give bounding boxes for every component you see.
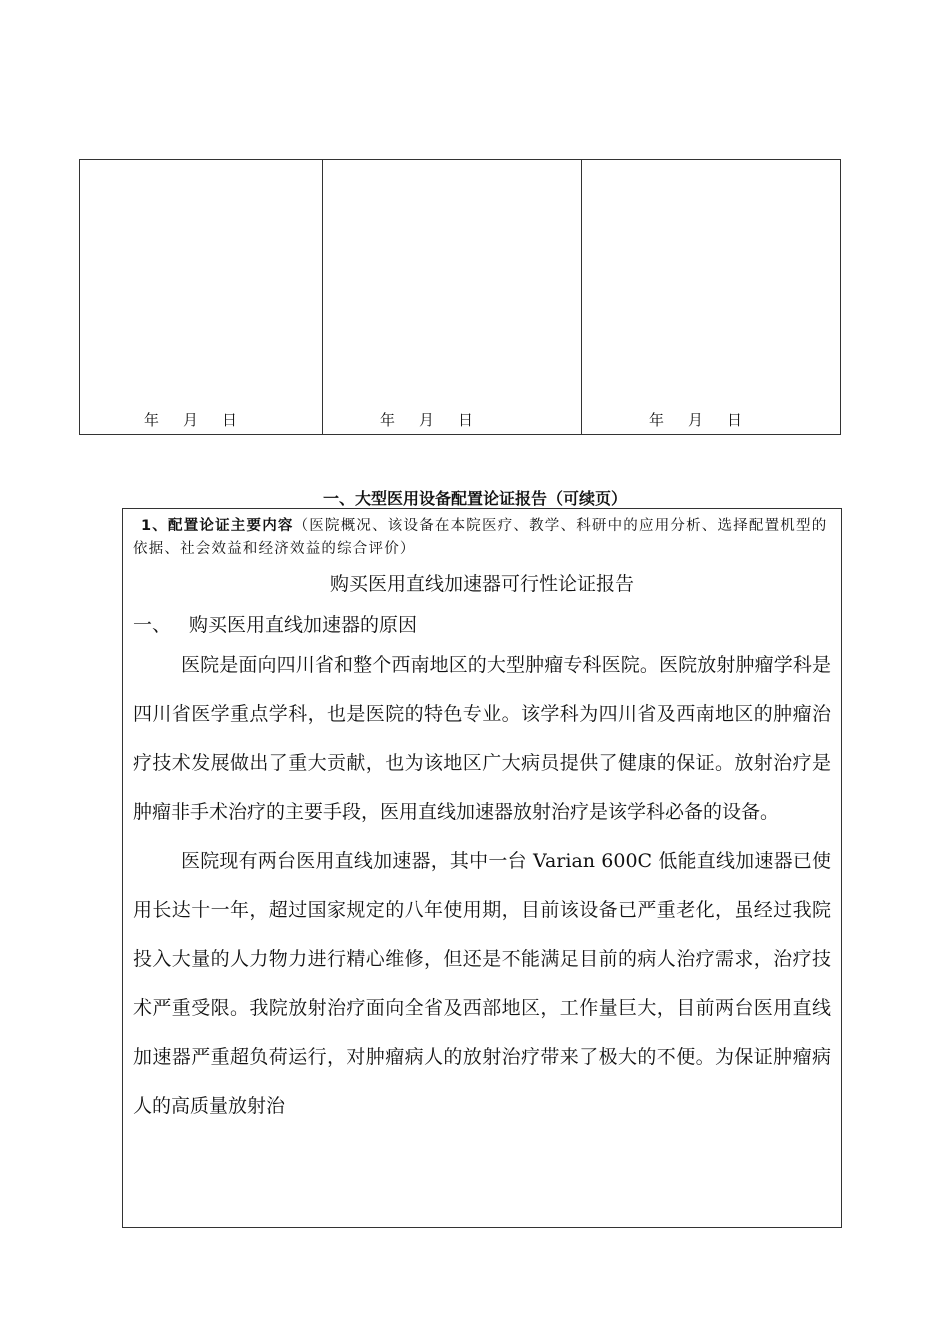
day-label: 日 <box>458 411 474 429</box>
signature-cell-2 <box>323 160 582 435</box>
section-title: 购买医用直线加速器的原因 <box>189 614 418 636</box>
section-title-line <box>133 611 831 639</box>
item-note: （医院概况、该设备在本院医疗、教学、科研中的应用分析、选择配置机型的依据、社会效益和经济效益的综合评价） <box>133 518 828 557</box>
section-heading: 一、大型医用设备配置论证报告（可续页） <box>322 489 627 508</box>
month-label: 月 <box>419 411 435 429</box>
date-line <box>380 409 497 430</box>
day-label: 日 <box>222 411 238 429</box>
signature-table <box>79 159 841 435</box>
date-line <box>144 409 261 430</box>
report-title: 购买医用直线加速器可行性论证报告 <box>329 573 634 595</box>
section-number: 一、 <box>133 614 172 636</box>
paragraph: 医院是面向四川省和整个西南地区的大型肿瘤专科医院。医院放射肿瘤学科是四川省医学重点学科，也是医院的特色专业。该学科为四川省及西南地区的肿瘤治疗技术发展做出了重大贡献，也为该地区广大病员提供了健康的保证。放射治疗是肿瘤非手术治疗的主要手段，医用直线加速器放射治疗是该学科必备的设备。 <box>133 654 831 823</box>
signature-cell-1 <box>80 160 323 435</box>
paragraph: 医院现有两台医用直线加速器，其中一台 Varian 600C 低能直线加速器已使用长达十一年，超过国家规定的八年使用期，目前该设备已严重老化，虽经过我院投入大量的人力物力进行精心维修，但还是不能满足目前的病人治疗需求，治疗技术严重受限。我院放射治疗面向全省及西部地区，工作量巨大，目前两台医用直线加速器严重超负荷运行，对肿瘤病人的放射治疗带来了极大的不便。为保证肿瘤病人的高质量放射治 <box>133 850 831 1117</box>
item-label: 1、配置论证主要内容 <box>141 518 294 534</box>
year-label: 年 <box>144 411 160 429</box>
year-label: 年 <box>649 411 665 429</box>
year-label: 年 <box>380 411 396 429</box>
month-label: 月 <box>183 411 199 429</box>
signature-cell-3 <box>582 160 841 435</box>
date-line <box>649 409 766 430</box>
report-box <box>122 508 842 1228</box>
day-label: 日 <box>727 411 743 429</box>
month-label: 月 <box>688 411 704 429</box>
item-heading <box>133 515 831 561</box>
